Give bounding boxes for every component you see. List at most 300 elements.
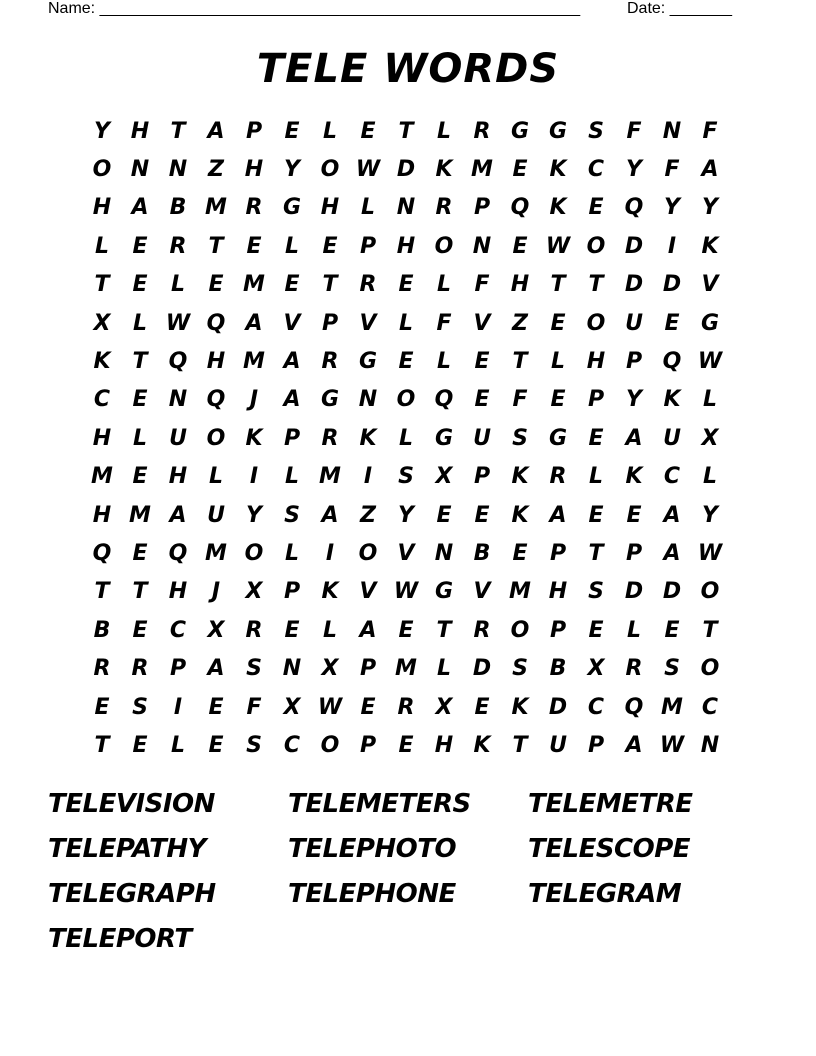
grid-letter[interactable]: T — [436, 617, 452, 643]
grid-letter[interactable]: K — [701, 233, 719, 259]
grid-letter[interactable]: E — [474, 694, 490, 720]
grid-letter[interactable]: W — [545, 233, 571, 259]
grid-letter[interactable]: K — [359, 425, 377, 451]
grid-letter[interactable]: S — [246, 656, 262, 682]
grid-letter[interactable]: M — [395, 656, 417, 682]
grid-letter[interactable]: X — [245, 579, 263, 605]
grid-letter[interactable]: W — [355, 157, 381, 183]
grid-letter[interactable]: U — [625, 310, 643, 336]
grid-letter[interactable]: E — [284, 272, 300, 298]
grid-letter[interactable]: G — [358, 349, 378, 375]
grid-letter[interactable]: S — [588, 579, 604, 605]
grid-letter[interactable]: L — [284, 233, 300, 259]
grid-letter[interactable]: V — [283, 310, 301, 336]
word-list-item: TELEGRAM — [528, 879, 682, 909]
grid-letter[interactable]: M — [205, 195, 227, 221]
grid-letter[interactable]: A — [207, 656, 225, 682]
grid-letter[interactable]: K — [549, 195, 567, 221]
grid-letter[interactable]: L — [588, 464, 604, 490]
grid-letter[interactable]: O — [206, 425, 226, 451]
grid-letter[interactable]: E — [664, 617, 680, 643]
grid-letter[interactable]: K — [511, 502, 529, 528]
grid-letter[interactable]: E — [208, 272, 224, 298]
grid-letter[interactable]: S — [588, 118, 604, 144]
grid-letter[interactable]: E — [398, 349, 414, 375]
grid-letter[interactable]: W — [659, 732, 685, 758]
grid-letter[interactable]: P — [245, 118, 263, 144]
grid-letter[interactable]: E — [550, 310, 566, 336]
grid-letter[interactable]: R — [397, 694, 415, 720]
grid-letter[interactable]: P — [587, 732, 605, 758]
grid-letter[interactable]: F — [664, 157, 680, 183]
grid-letter[interactable]: I — [173, 694, 183, 720]
grid-letter[interactable]: H — [206, 349, 226, 375]
grid-letter[interactable]: I — [363, 464, 373, 490]
grid-letter[interactable]: U — [663, 425, 681, 451]
grid-letter[interactable]: E — [360, 118, 376, 144]
grid-letter[interactable]: R — [321, 349, 339, 375]
grid-letter[interactable]: Z — [208, 157, 224, 183]
grid-letter[interactable]: F — [626, 118, 642, 144]
grid-letter[interactable]: G — [434, 579, 454, 605]
grid-letter[interactable]: Q — [510, 195, 530, 221]
grid-letter[interactable]: T — [208, 233, 224, 259]
grid-letter[interactable]: K — [321, 579, 339, 605]
date-field: Date: _______ — [627, 0, 732, 17]
grid-letter[interactable]: W — [697, 349, 723, 375]
grid-letter[interactable]: G — [510, 118, 530, 144]
grid-letter[interactable]: N — [434, 540, 454, 566]
grid-letter[interactable]: X — [207, 617, 225, 643]
grid-letter[interactable]: Y — [246, 502, 262, 528]
grid-letter[interactable]: Q — [662, 349, 682, 375]
grid-letter[interactable]: C — [587, 157, 605, 183]
grid-letter[interactable]: A — [701, 157, 719, 183]
grid-letter[interactable]: N — [662, 118, 682, 144]
grid-letter[interactable]: X — [93, 310, 111, 336]
grid-letter[interactable]: L — [702, 464, 718, 490]
grid-letter[interactable]: S — [664, 656, 680, 682]
grid-letter[interactable]: A — [663, 540, 681, 566]
grid-letter[interactable]: M — [129, 502, 151, 528]
grid-letter[interactable]: W — [697, 540, 723, 566]
grid-letter[interactable]: B — [169, 195, 187, 221]
grid-letter[interactable]: T — [132, 579, 148, 605]
grid-letter[interactable]: C — [587, 694, 605, 720]
grid-letter[interactable]: A — [663, 502, 681, 528]
grid-letter[interactable]: V — [397, 540, 415, 566]
grid-letter[interactable]: E — [208, 694, 224, 720]
grid-letter[interactable]: W — [393, 579, 419, 605]
grid-letter[interactable]: L — [398, 425, 414, 451]
grid-letter[interactable]: S — [284, 502, 300, 528]
grid-letter[interactable]: E — [284, 118, 300, 144]
grid-letter[interactable]: Y — [702, 195, 718, 221]
grid-letter[interactable]: M — [319, 464, 341, 490]
grid-letter[interactable]: L — [436, 656, 452, 682]
grid-letter[interactable]: E — [512, 233, 528, 259]
grid-letter[interactable]: K — [625, 464, 643, 490]
grid-letter[interactable]: E — [512, 157, 528, 183]
grid-letter[interactable]: C — [93, 387, 111, 413]
grid-letter[interactable]: M — [471, 157, 493, 183]
grid-letter[interactable]: P — [473, 195, 491, 221]
grid-letter[interactable]: D — [624, 233, 644, 259]
grid-letter[interactable]: R — [435, 195, 453, 221]
grid-letter[interactable]: L — [170, 732, 186, 758]
grid-letter[interactable]: E — [588, 195, 604, 221]
grid-letter[interactable]: A — [207, 118, 225, 144]
grid-letter[interactable]: E — [474, 387, 490, 413]
grid-letter[interactable]: E — [132, 464, 148, 490]
grid-letter[interactable]: K — [435, 157, 453, 183]
grid-letter[interactable]: O — [510, 617, 530, 643]
grid-letter[interactable]: A — [321, 502, 339, 528]
grid-letter[interactable]: W — [165, 310, 191, 336]
grid-letter[interactable]: E — [512, 540, 528, 566]
grid-letter[interactable]: P — [587, 387, 605, 413]
grid-letter[interactable]: E — [360, 694, 376, 720]
grid-letter[interactable]: R — [321, 425, 339, 451]
grid-letter[interactable]: T — [512, 349, 528, 375]
grid-letter[interactable]: K — [511, 464, 529, 490]
grid-letter[interactable]: B — [549, 656, 567, 682]
grid-letter[interactable]: M — [243, 349, 265, 375]
grid-letter[interactable]: T — [170, 118, 186, 144]
grid-letter[interactable]: X — [435, 464, 453, 490]
grid-letter[interactable]: Y — [626, 157, 642, 183]
grid-letter[interactable]: D — [472, 656, 492, 682]
grid-letter[interactable]: V — [359, 579, 377, 605]
grid-letter[interactable]: O — [320, 157, 340, 183]
grid-letter[interactable]: E — [132, 617, 148, 643]
grid-letter[interactable]: E — [474, 349, 490, 375]
grid-letter[interactable]: X — [283, 694, 301, 720]
grid-letter[interactable]: S — [398, 464, 414, 490]
grid-letter[interactable]: E — [588, 617, 604, 643]
grid-letter[interactable]: P — [549, 540, 567, 566]
grid-letter[interactable]: E — [398, 732, 414, 758]
grid-letter[interactable]: H — [92, 425, 112, 451]
grid-letter[interactable]: M — [205, 540, 227, 566]
grid-letter[interactable]: E — [322, 233, 338, 259]
grid-letter[interactable]: L — [284, 540, 300, 566]
grid-letter[interactable]: G — [548, 118, 568, 144]
grid-letter[interactable]: K — [473, 732, 491, 758]
word-list-item: TELEVISION — [48, 789, 215, 819]
grid-letter[interactable]: G — [320, 387, 340, 413]
grid-letter[interactable]: H — [320, 195, 340, 221]
grid-letter[interactable]: F — [702, 118, 718, 144]
grid-letter[interactable]: B — [473, 540, 491, 566]
grid-letter[interactable]: D — [548, 694, 568, 720]
grid-letter[interactable]: T — [702, 617, 718, 643]
grid-letter[interactable]: C — [169, 617, 187, 643]
grid-letter[interactable]: E — [550, 387, 566, 413]
grid-letter[interactable]: E — [94, 694, 110, 720]
grid-letter[interactable]: L — [322, 118, 338, 144]
grid-letter[interactable]: Q — [624, 195, 644, 221]
grid-letter[interactable]: X — [435, 694, 453, 720]
grid-letter[interactable]: T — [588, 272, 604, 298]
grid-letter[interactable]: P — [473, 464, 491, 490]
grid-letter[interactable]: K — [511, 694, 529, 720]
grid-letter[interactable]: V — [473, 579, 491, 605]
grid-letter[interactable]: A — [625, 425, 643, 451]
grid-letter[interactable]: U — [207, 502, 225, 528]
grid-letter[interactable]: E — [588, 502, 604, 528]
grid-letter[interactable]: S — [512, 425, 528, 451]
grid-letter[interactable]: P — [549, 617, 567, 643]
grid-letter[interactable]: S — [246, 732, 262, 758]
grid-letter[interactable]: O — [396, 387, 416, 413]
grid-letter[interactable]: R — [625, 656, 643, 682]
grid-letter[interactable]: A — [625, 732, 643, 758]
grid-letter[interactable]: N — [700, 732, 720, 758]
grid-letter[interactable]: Z — [512, 310, 528, 336]
grid-letter[interactable]: L — [360, 195, 376, 221]
grid-letter[interactable]: P — [283, 425, 301, 451]
grid-letter[interactable]: T — [94, 272, 110, 298]
grid-letter[interactable]: P — [359, 732, 377, 758]
grid-letter[interactable]: T — [550, 272, 566, 298]
grid-letter[interactable]: R — [473, 118, 491, 144]
grid-letter[interactable]: R — [169, 233, 187, 259]
grid-letter[interactable]: Q — [624, 694, 644, 720]
grid-letter[interactable]: E — [246, 233, 262, 259]
grid-letter[interactable]: E — [398, 617, 414, 643]
grid-letter[interactable]: M — [91, 464, 113, 490]
grid-letter[interactable]: E — [208, 732, 224, 758]
grid-letter[interactable]: J — [249, 387, 259, 413]
grid-letter[interactable]: L — [398, 310, 414, 336]
grid-letter[interactable]: O — [700, 656, 720, 682]
grid-letter[interactable]: X — [587, 656, 605, 682]
grid-letter[interactable]: O — [586, 310, 606, 336]
grid-letter[interactable]: E — [398, 272, 414, 298]
grid-letter[interactable]: V — [473, 310, 491, 336]
grid-letter[interactable]: K — [549, 157, 567, 183]
grid-letter[interactable]: T — [132, 349, 148, 375]
grid-letter[interactable]: L — [170, 272, 186, 298]
grid-letter[interactable]: Z — [360, 502, 376, 528]
grid-letter[interactable]: L — [550, 349, 566, 375]
grid-letter[interactable]: F — [474, 272, 490, 298]
grid-letter[interactable]: M — [509, 579, 531, 605]
grid-letter[interactable]: H — [92, 502, 112, 528]
grid-letter[interactable]: K — [93, 349, 111, 375]
grid-letter[interactable]: G — [700, 310, 720, 336]
grid-letter[interactable]: S — [512, 656, 528, 682]
grid-letter[interactable]: L — [132, 310, 148, 336]
grid-letter[interactable]: E — [626, 502, 642, 528]
grid-letter[interactable]: N — [130, 157, 150, 183]
grid-letter[interactable]: O — [700, 579, 720, 605]
grid-letter[interactable]: O — [320, 732, 340, 758]
grid-letter[interactable]: T — [512, 732, 528, 758]
grid-letter[interactable]: L — [284, 464, 300, 490]
grid-letter[interactable]: K — [245, 425, 263, 451]
grid-letter[interactable]: R — [245, 195, 263, 221]
grid-letter[interactable]: H — [586, 349, 606, 375]
grid-letter[interactable]: K — [663, 387, 681, 413]
grid-letter[interactable]: Y — [398, 502, 414, 528]
grid-letter[interactable]: C — [663, 464, 681, 490]
grid-letter[interactable]: O — [586, 233, 606, 259]
grid-letter[interactable]: C — [283, 732, 301, 758]
grid-letter[interactable]: R — [359, 272, 377, 298]
grid-letter[interactable]: L — [436, 272, 452, 298]
word-list-item: TELEPATHY — [48, 834, 206, 864]
grid-letter[interactable]: E — [474, 502, 490, 528]
grid-letter[interactable]: Y — [664, 195, 680, 221]
grid-letter[interactable]: Y — [94, 118, 110, 144]
grid-letter[interactable]: E — [436, 502, 452, 528]
grid-letter[interactable]: R — [549, 464, 567, 490]
grid-letter[interactable]: N — [168, 387, 188, 413]
grid-letter[interactable]: Q — [206, 310, 226, 336]
grid-letter[interactable]: E — [132, 387, 148, 413]
grid-letter[interactable]: P — [625, 349, 643, 375]
grid-letter[interactable]: N — [396, 195, 416, 221]
grid-letter[interactable]: D — [624, 579, 644, 605]
grid-letter[interactable]: E — [132, 272, 148, 298]
grid-letter[interactable]: Q — [206, 387, 226, 413]
grid-letter[interactable]: R — [473, 617, 491, 643]
word-list-item: TELEGRAPH — [48, 879, 216, 909]
grid-letter[interactable]: O — [92, 157, 112, 183]
grid-letter[interactable]: T — [94, 579, 110, 605]
grid-letter[interactable]: A — [549, 502, 567, 528]
grid-letter[interactable]: A — [245, 310, 263, 336]
grid-letter[interactable]: X — [701, 425, 719, 451]
grid-letter[interactable]: P — [321, 310, 339, 336]
grid-letter[interactable]: N — [282, 656, 302, 682]
grid-letter[interactable]: W — [317, 694, 343, 720]
grid-letter[interactable]: L — [132, 425, 148, 451]
grid-letter[interactable]: Y — [702, 502, 718, 528]
grid-letter[interactable]: G — [548, 425, 568, 451]
name-field: Name: ______________________________________________________ — [48, 0, 581, 17]
grid-letter[interactable]: G — [434, 425, 454, 451]
grid-letter[interactable]: L — [436, 118, 452, 144]
grid-letter[interactable]: H — [434, 732, 454, 758]
grid-letter[interactable]: E — [132, 732, 148, 758]
grid-letter[interactable]: F — [246, 694, 262, 720]
grid-letter[interactable]: H — [130, 118, 150, 144]
grid-letter[interactable]: D — [624, 272, 644, 298]
grid-letter[interactable]: L — [94, 233, 110, 259]
grid-letter[interactable]: D — [396, 157, 416, 183]
grid-letter[interactable]: O — [244, 540, 264, 566]
grid-letter[interactable]: J — [211, 579, 221, 605]
grid-letter[interactable]: E — [588, 425, 604, 451]
grid-letter[interactable]: D — [662, 579, 682, 605]
grid-letter[interactable]: A — [359, 617, 377, 643]
grid-letter[interactable]: Q — [92, 540, 112, 566]
grid-letter[interactable]: L — [436, 349, 452, 375]
grid-letter[interactable]: Q — [434, 387, 454, 413]
grid-letter[interactable]: T — [322, 272, 338, 298]
grid-letter[interactable]: Y — [284, 157, 300, 183]
grid-letter[interactable]: O — [358, 540, 378, 566]
grid-letter[interactable]: U — [473, 425, 491, 451]
grid-letter[interactable]: Y — [626, 387, 642, 413]
grid-letter[interactable]: O — [434, 233, 454, 259]
grid-letter[interactable]: R — [93, 656, 111, 682]
grid-letter[interactable]: R — [131, 656, 149, 682]
grid-letter[interactable]: M — [661, 694, 683, 720]
grid-letter[interactable]: H — [396, 233, 416, 259]
grid-letter[interactable]: D — [662, 272, 682, 298]
grid-letter[interactable]: G — [282, 195, 302, 221]
grid-letter[interactable]: X — [321, 656, 339, 682]
grid-letter[interactable]: E — [664, 310, 680, 336]
grid-letter[interactable]: I — [667, 233, 677, 259]
grid-letter[interactable]: H — [510, 272, 530, 298]
word-list-item: TELEPHONE — [288, 879, 456, 909]
grid-letter[interactable]: F — [436, 310, 452, 336]
grid-letter[interactable]: H — [92, 195, 112, 221]
grid-letter[interactable]: L — [702, 387, 718, 413]
grid-letter[interactable]: H — [168, 579, 188, 605]
word-list-item: TELEPORT — [48, 924, 192, 954]
grid-letter[interactable]: H — [548, 579, 568, 605]
grid-letter[interactable]: A — [131, 195, 149, 221]
grid-letter[interactable]: V — [359, 310, 377, 336]
grid-letter[interactable]: E — [132, 540, 148, 566]
grid-letter[interactable]: M — [243, 272, 265, 298]
letter-grid — [83, 112, 729, 765]
grid-letter[interactable]: Q — [168, 349, 188, 375]
grid-letter[interactable]: P — [359, 233, 377, 259]
grid-letter[interactable]: E — [284, 617, 300, 643]
grid-letter[interactable]: P — [169, 656, 187, 682]
grid-letter[interactable]: L — [208, 464, 224, 490]
grid-letter[interactable]: I — [249, 464, 259, 490]
grid-letter[interactable]: Q — [168, 540, 188, 566]
grid-letter[interactable]: P — [625, 540, 643, 566]
grid-letter[interactable]: L — [626, 617, 642, 643]
grid-letter[interactable]: F — [512, 387, 528, 413]
grid-letter[interactable]: R — [245, 617, 263, 643]
grid-letter[interactable]: V — [701, 272, 719, 298]
grid-letter[interactable]: H — [244, 157, 264, 183]
grid-letter[interactable]: A — [169, 502, 187, 528]
grid-letter[interactable]: T — [588, 540, 604, 566]
grid-letter[interactable]: A — [283, 387, 301, 413]
grid-letter[interactable]: T — [94, 732, 110, 758]
word-list-item: TELESCOPE — [528, 834, 691, 864]
grid-letter[interactable]: U — [169, 425, 187, 451]
grid-letter[interactable]: N — [358, 387, 378, 413]
grid-letter[interactable]: L — [322, 617, 338, 643]
grid-letter[interactable]: C — [701, 694, 719, 720]
grid-letter[interactable]: N — [168, 157, 188, 183]
grid-letter[interactable]: T — [398, 118, 414, 144]
grid-letter[interactable]: P — [359, 656, 377, 682]
grid-letter[interactable]: N — [472, 233, 492, 259]
grid-letter[interactable]: S — [132, 694, 148, 720]
grid-letter[interactable]: E — [132, 233, 148, 259]
grid-letter[interactable]: I — [325, 540, 335, 566]
grid-letter[interactable]: B — [93, 617, 111, 643]
grid-letter[interactable]: H — [168, 464, 188, 490]
grid-letter[interactable]: A — [283, 349, 301, 375]
grid-letter[interactable]: U — [549, 732, 567, 758]
grid-letter[interactable]: P — [283, 579, 301, 605]
word-list-item: TELEMETERS — [288, 789, 471, 819]
